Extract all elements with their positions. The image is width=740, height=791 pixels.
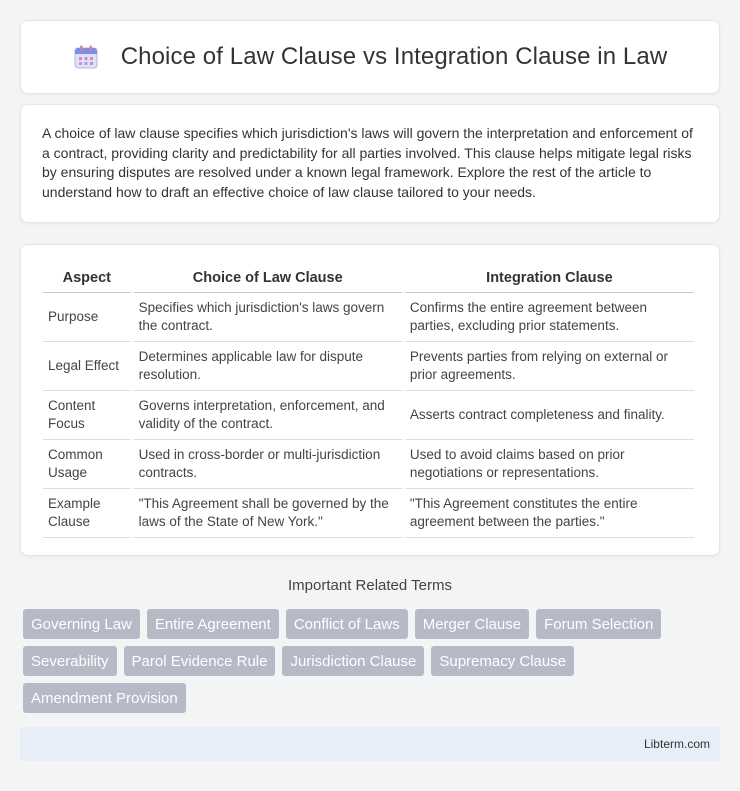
row-integration: Confirms the entire agreement between parties, excluding prior statements.: [405, 293, 694, 342]
page-title: Choice of Law Clause vs Integration Clause in Law: [120, 43, 668, 70]
header-integration: Integration Clause: [405, 264, 694, 293]
term-tag[interactable]: Jurisdiction Clause: [282, 646, 424, 676]
term-tag[interactable]: Supremacy Clause: [431, 646, 574, 676]
footer-brand-link[interactable]: Libterm.com: [643, 737, 710, 751]
term-tag[interactable]: Severability: [23, 646, 117, 676]
term-tag[interactable]: Merger Clause: [415, 609, 529, 639]
table-row: [43, 391, 694, 440]
row-aspect: Example Clause: [43, 489, 131, 538]
row-choice-of-law: Determines applicable law for dispute resolution.: [134, 342, 402, 391]
footer: [20, 727, 720, 761]
row-aspect: Content Focus: [43, 391, 131, 440]
term-tag[interactable]: Parol Evidence Rule: [124, 646, 276, 676]
row-integration: Used to avoid claims based on prior negotiations or representations.: [405, 440, 694, 489]
term-tag[interactable]: Conflict of Laws: [286, 609, 408, 639]
row-choice-of-law: Used in cross-border or multi-jurisdiction contracts.: [134, 440, 402, 489]
row-choice-of-law: Specifies which jurisdiction's laws govern the contract.: [134, 293, 402, 342]
comparison-table: [40, 264, 697, 538]
intro-card: [20, 104, 720, 223]
header-card: [20, 20, 720, 94]
term-tag[interactable]: Entire Agreement: [147, 609, 279, 639]
header-choice-of-law: Choice of Law Clause: [134, 264, 402, 293]
row-integration: Asserts contract completeness and finality.: [405, 391, 694, 440]
intro-text: A choice of law clause specifies which jurisdiction's laws will govern the interpretation and enforcement of a contract, providing clarity and predictability for all parties involved. This clause helps mitigate legal risks by ensuring disputes are resolved under a known legal framework. Explore the rest of the article to understand how to draft an effective choice of law clause tailored to your needs.: [42, 125, 693, 200]
row-aspect: Legal Effect: [43, 342, 131, 391]
table-row: [43, 440, 694, 489]
comparison-card: [20, 244, 720, 556]
row-aspect: Purpose: [43, 293, 131, 342]
table-header-row: [43, 264, 694, 293]
term-tag[interactable]: Governing Law: [23, 609, 140, 639]
row-integration: Prevents parties from relying on external or prior agreements.: [405, 342, 694, 391]
row-integration: "This Agreement constitutes the entire agreement between the parties.": [405, 489, 694, 538]
row-choice-of-law: "This Agreement shall be governed by the laws of the State of New York.": [134, 489, 402, 538]
table-row: [43, 293, 694, 342]
term-tag[interactable]: Amendment Provision: [23, 683, 186, 713]
row-choice-of-law: Governs interpretation, enforcement, and validity of the contract.: [134, 391, 402, 440]
term-tag[interactable]: Forum Selection: [536, 609, 661, 639]
table-row: [43, 342, 694, 391]
related-terms-title: Important Related Terms: [288, 577, 452, 594]
calendar-icon: [73, 44, 99, 70]
related-terms-list: [23, 609, 717, 713]
table-row: [43, 489, 694, 538]
row-aspect: Common Usage: [43, 440, 131, 489]
header-aspect: Aspect: [43, 264, 131, 293]
